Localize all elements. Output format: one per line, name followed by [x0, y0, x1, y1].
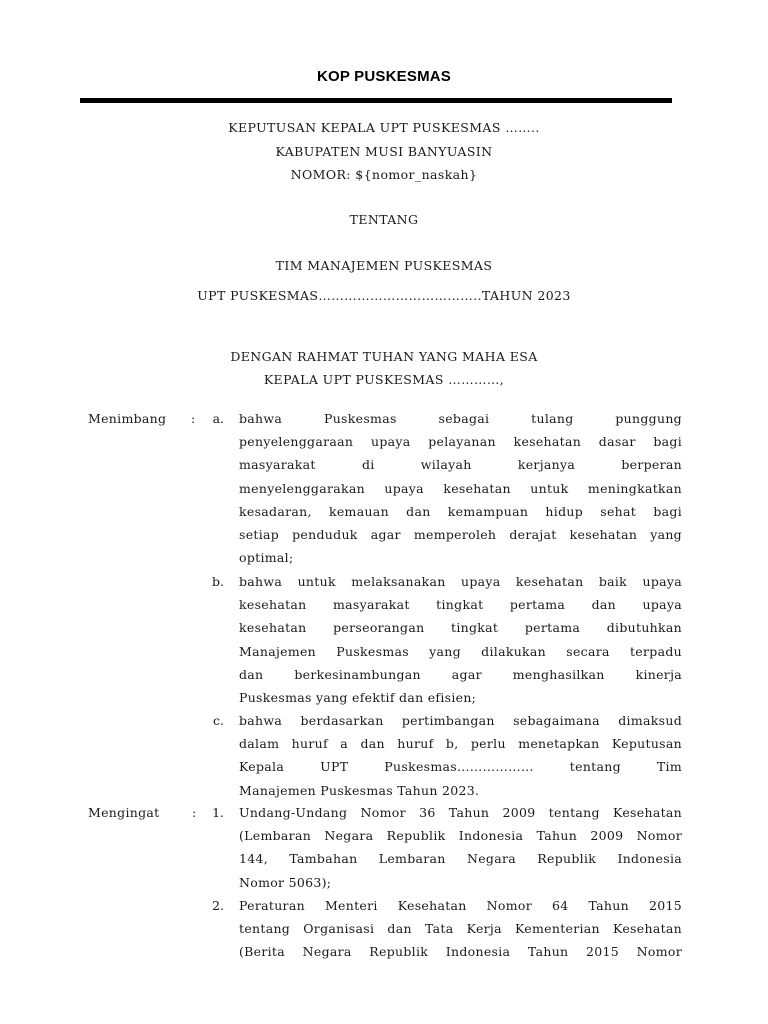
- mengingat-label: Mengingat: [88, 805, 160, 820]
- mengingat-item-1-line: Nomor 5063);: [239, 874, 332, 890]
- mengingat-item-1-line: (Lembaran Negara Republik Indonesia Tahun 2009 Nomor: [239, 828, 682, 844]
- menimbang-item-a: [239, 407, 682, 569]
- opening-line-1: DENGAN RAHMAT TUHAN YANG MAHA ESA: [230, 349, 538, 364]
- menimbang-item-b-line: bahwa untuk melaksanakan upaya kesehatan baik upaya: [239, 574, 682, 589]
- menimbang-item-a-line: menyelenggarakan upaya kesehatan untuk meningkatkan: [239, 480, 682, 496]
- menimbang-item-b-line: dan berkesinambungan agar menghasilkan kinerja: [239, 666, 682, 682]
- menimbang-item-b: [239, 570, 682, 709]
- menimbang-item-b-line: Manajemen Puskesmas yang dilakukan secara terpadu: [239, 643, 682, 659]
- opening-line-2: KEPALA UPT PUSKESMAS …………,: [263, 372, 505, 387]
- decree-subject-line-2: UPT PUSKESMAS………………………………..TAHUN 2023: [197, 288, 571, 303]
- menimbang-label: Menimbang: [88, 411, 167, 426]
- menimbang-item-b-line: kesehatan perseorangan tingkat pertama dibutuhkan: [239, 620, 682, 636]
- mengingat-item-1: [239, 801, 682, 894]
- menimbang-item-c-marker: c.: [213, 713, 224, 728]
- menimbang-item-c-line: Manajemen Puskesmas Tahun 2023.: [239, 782, 480, 798]
- menimbang-item-a-line: setiap penduduk agar memperoleh derajat kesehatan yang: [239, 526, 682, 542]
- menimbang-item-a-line: masyarakat di wilayah kerjanya berperan: [239, 457, 682, 473]
- decree-subject-line-1: TIM MANAJEMEN PUSKESMAS: [275, 258, 493, 273]
- menimbang-item-a-marker: a.: [212, 411, 224, 426]
- tentang-heading: TENTANG: [349, 212, 419, 227]
- menimbang-item-c-line: dalam huruf a dan huruf b, perlu menetapkan Keputusan: [239, 736, 682, 752]
- mengingat-item-1-line: 144, Tambahan Lembaran Negara Republik Indonesia: [239, 851, 682, 867]
- mengingat-item-2-line: tentang Organisasi dan Tata Kerja Kementerian Kesehatan: [239, 921, 682, 937]
- mengingat-colon: :: [192, 805, 197, 820]
- menimbang-item-a-line: bahwa Puskesmas sebagai tulang punggung: [239, 411, 682, 426]
- mengingat-item-1-line: Undang-Undang Nomor 36 Tahun 2009 tentang Kesehatan: [239, 805, 682, 820]
- menimbang-item-a-line: kesadaran, kemauan dan kemampuan hidup sehat bagi: [239, 503, 682, 519]
- menimbang-item-c: [239, 709, 682, 802]
- mengingat-item-2-marker: 2.: [212, 898, 224, 913]
- letterhead-rule: [80, 98, 672, 103]
- decree-title-line-2: KABUPATEN MUSI BANYUASIN: [275, 144, 493, 159]
- menimbang-colon: :: [191, 411, 196, 426]
- menimbang-item-c-line: Kepala UPT Puskesmas……………… tentang Tim: [239, 759, 682, 775]
- menimbang-item-b-marker: b.: [212, 574, 224, 589]
- menimbang-item-a-line: optimal;: [239, 550, 294, 566]
- mengingat-item-2-line: (Berita Negara Republik Indonesia Tahun 2015 Nomor: [239, 944, 682, 960]
- letterhead-title: KOP PUSKESMAS: [316, 68, 452, 85]
- mengingat-item-2: [239, 894, 682, 964]
- menimbang-item-c-line: bahwa berdasarkan pertimbangan sebagaimana dimaksud: [239, 713, 682, 728]
- decree-title-line-1: KEPUTUSAN KEPALA UPT PUSKESMAS ……..: [228, 120, 540, 135]
- mengingat-item-1-marker: 1.: [212, 805, 224, 820]
- mengingat-item-2-line: Peraturan Menteri Kesehatan Nomor 64 Tahun 2015: [239, 898, 682, 913]
- menimbang-item-b-line: kesehatan masyarakat tingkat pertama dan upaya: [239, 597, 682, 613]
- menimbang-item-b-line: Puskesmas yang efektif dan efisien;: [239, 689, 477, 705]
- menimbang-item-a-line: penyelenggaraan upaya pelayanan kesehatan dasar bagi: [239, 434, 682, 450]
- decree-number: NOMOR: ${nomor_naskah}: [290, 167, 478, 182]
